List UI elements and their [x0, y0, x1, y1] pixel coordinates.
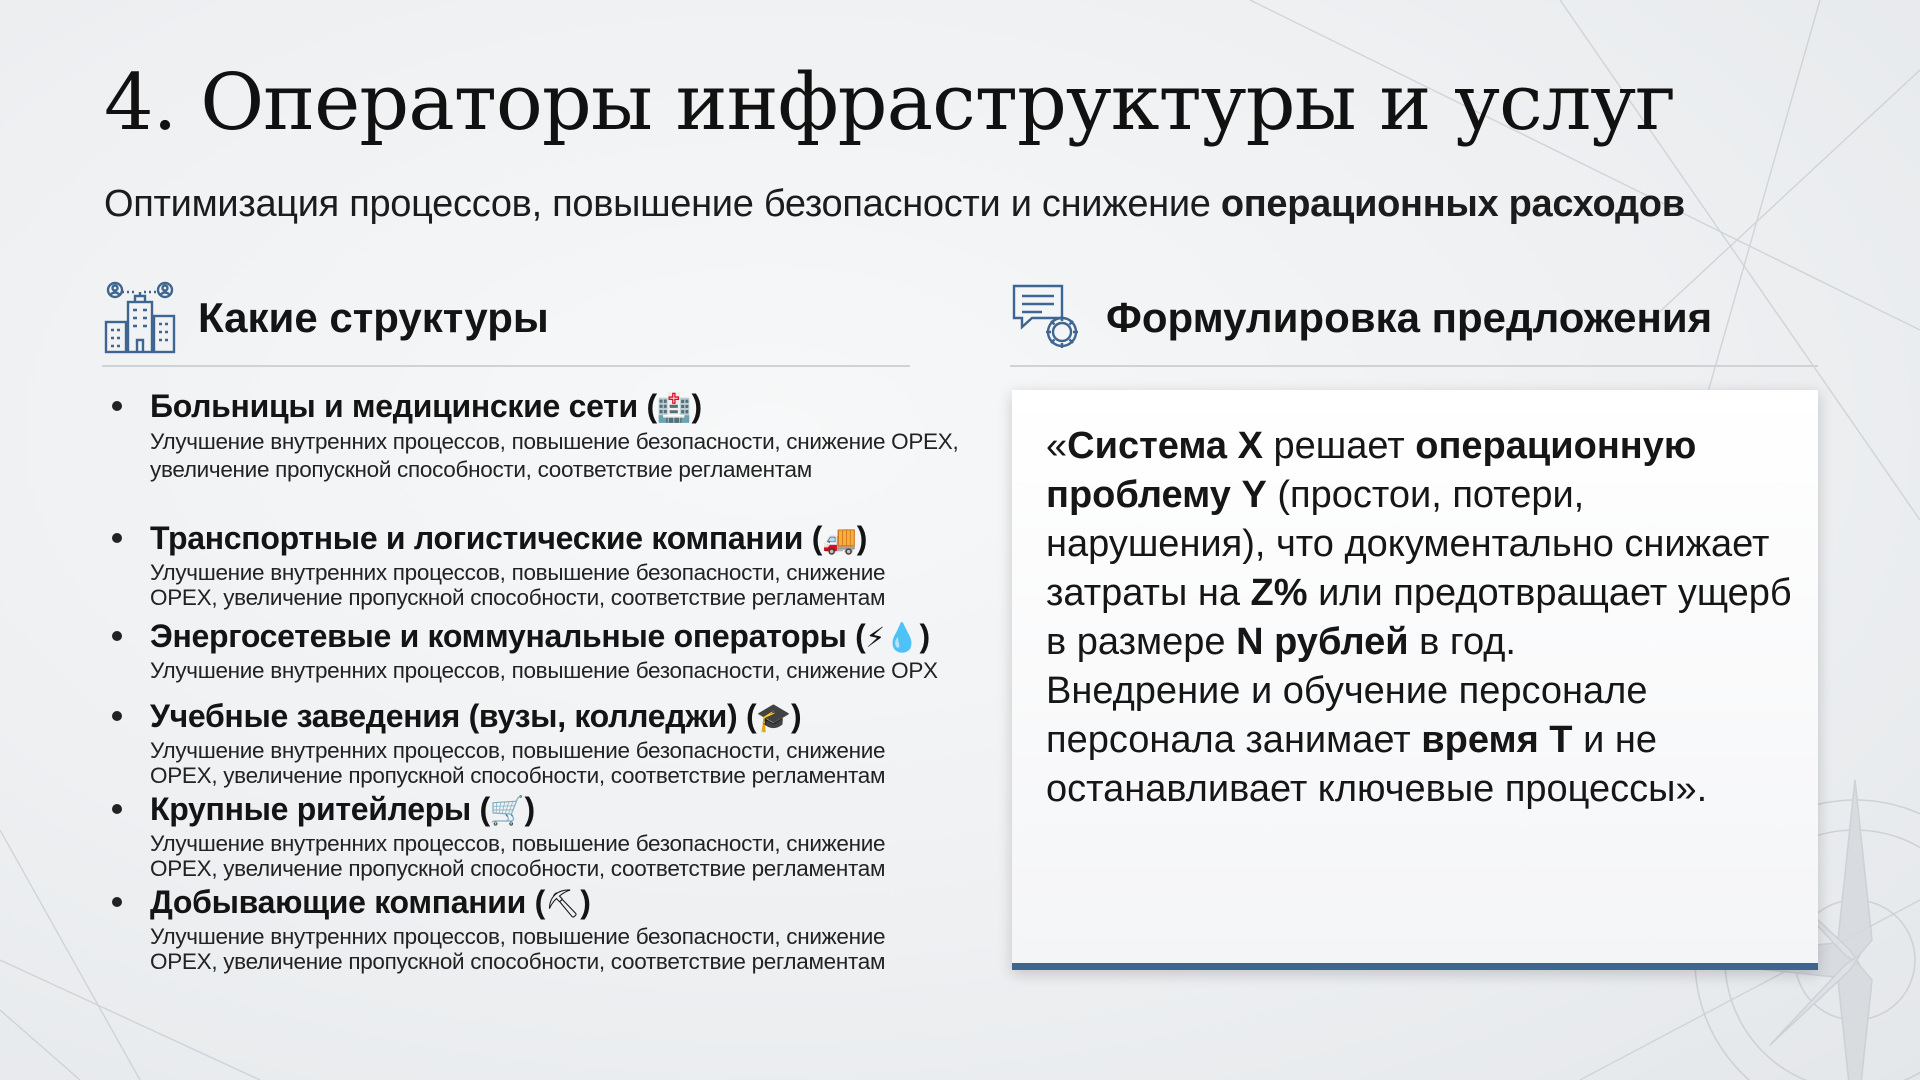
- list-item: [112, 882, 952, 975]
- list-item: [112, 386, 959, 518]
- bullet-icon: [112, 711, 122, 721]
- list-item: [112, 696, 952, 789]
- structures-header: [102, 280, 910, 356]
- bullet-icon: [112, 401, 122, 411]
- item-title: Больницы и медицинские сети (🏥): [150, 388, 702, 424]
- item-title: Крупные ритейлеры (🛒): [150, 791, 535, 827]
- list-item: [112, 789, 952, 882]
- item-title: Транспортные и логистические компании (🚚): [150, 520, 868, 556]
- list-item: [112, 518, 952, 616]
- bullet-icon: [112, 533, 122, 543]
- proposal-heading: Формулировка предложения: [1106, 294, 1713, 341]
- pickaxe-icon: ⛏: [545, 887, 581, 920]
- structures-divider: [102, 365, 910, 367]
- proposal-header: [1010, 280, 1818, 356]
- chat-gear-icon: [1010, 280, 1086, 356]
- item-description: Улучшение внутренних процессов, повышение безопасности, снижение OPEX, увеличение пропускной способности, соответствие регламентам: [150, 738, 886, 788]
- item-title: Энергосетевые и коммунальные операторы (⚡💧): [150, 618, 930, 654]
- item-title: Добывающие компании (⛏): [150, 884, 591, 920]
- proposal-text: «Система X решает операционную проблему Y (простои, потери, нарушения), что документально снижает затраты на Z% или предотвращает ущерб в размере N рублей в год. Внедрение и обучение персонале персонала занимает время T и не останавливает ключевые процессы».: [1046, 425, 1792, 810]
- proposal-divider: [1010, 365, 1818, 367]
- slide-title: 4. Операторы инфраструктуры и услуг: [104, 58, 1676, 148]
- shopping-cart-icon: 🛒: [489, 794, 525, 827]
- list-item: [112, 616, 952, 696]
- item-description: Улучшение внутренних процессов, повышение безопасности, снижение OPX: [150, 658, 938, 683]
- truck-icon: 🚚: [822, 523, 857, 556]
- subtitle-emphasis: операционных расходов: [1220, 183, 1685, 225]
- bullet-icon: [112, 804, 122, 814]
- structures-heading: Какие структуры: [198, 294, 549, 341]
- bullet-icon: [112, 897, 122, 907]
- slide-subtitle: [104, 183, 1685, 226]
- item-description: Улучшение внутренних процессов, повышение безопасности, снижение OPEX, увеличение пропускной способности, соответствие регламентам: [150, 831, 886, 881]
- item-title: Учебные заведения (вузы, колледжи) (🎓): [150, 698, 802, 734]
- energy-water-icon: ⚡💧: [865, 621, 920, 654]
- hospital-icon: 🏥: [656, 391, 692, 424]
- graduation-cap-icon: 🎓: [756, 701, 791, 734]
- bullet-icon: [112, 631, 122, 641]
- item-description: Улучшение внутренних процессов, повышение безопасности, снижение OPEX, увеличение пропускной способности, соответствие регламентам: [150, 429, 959, 482]
- subtitle-text: Оптимизация процессов, повышение безопасности и снижение: [104, 183, 1221, 225]
- organizations-icon: [102, 280, 178, 356]
- proposal-card: [1012, 390, 1818, 970]
- item-description: Улучшение внутренних процессов, повышение безопасности, снижение OPEX, увеличение пропускной способности, соответствие регламентам: [150, 560, 886, 610]
- structures-list: [112, 386, 959, 975]
- item-description: Улучшение внутренних процессов, повышение безопасности, снижение OPEX, увеличение пропускной способности, соответствие регламентам: [150, 924, 886, 974]
